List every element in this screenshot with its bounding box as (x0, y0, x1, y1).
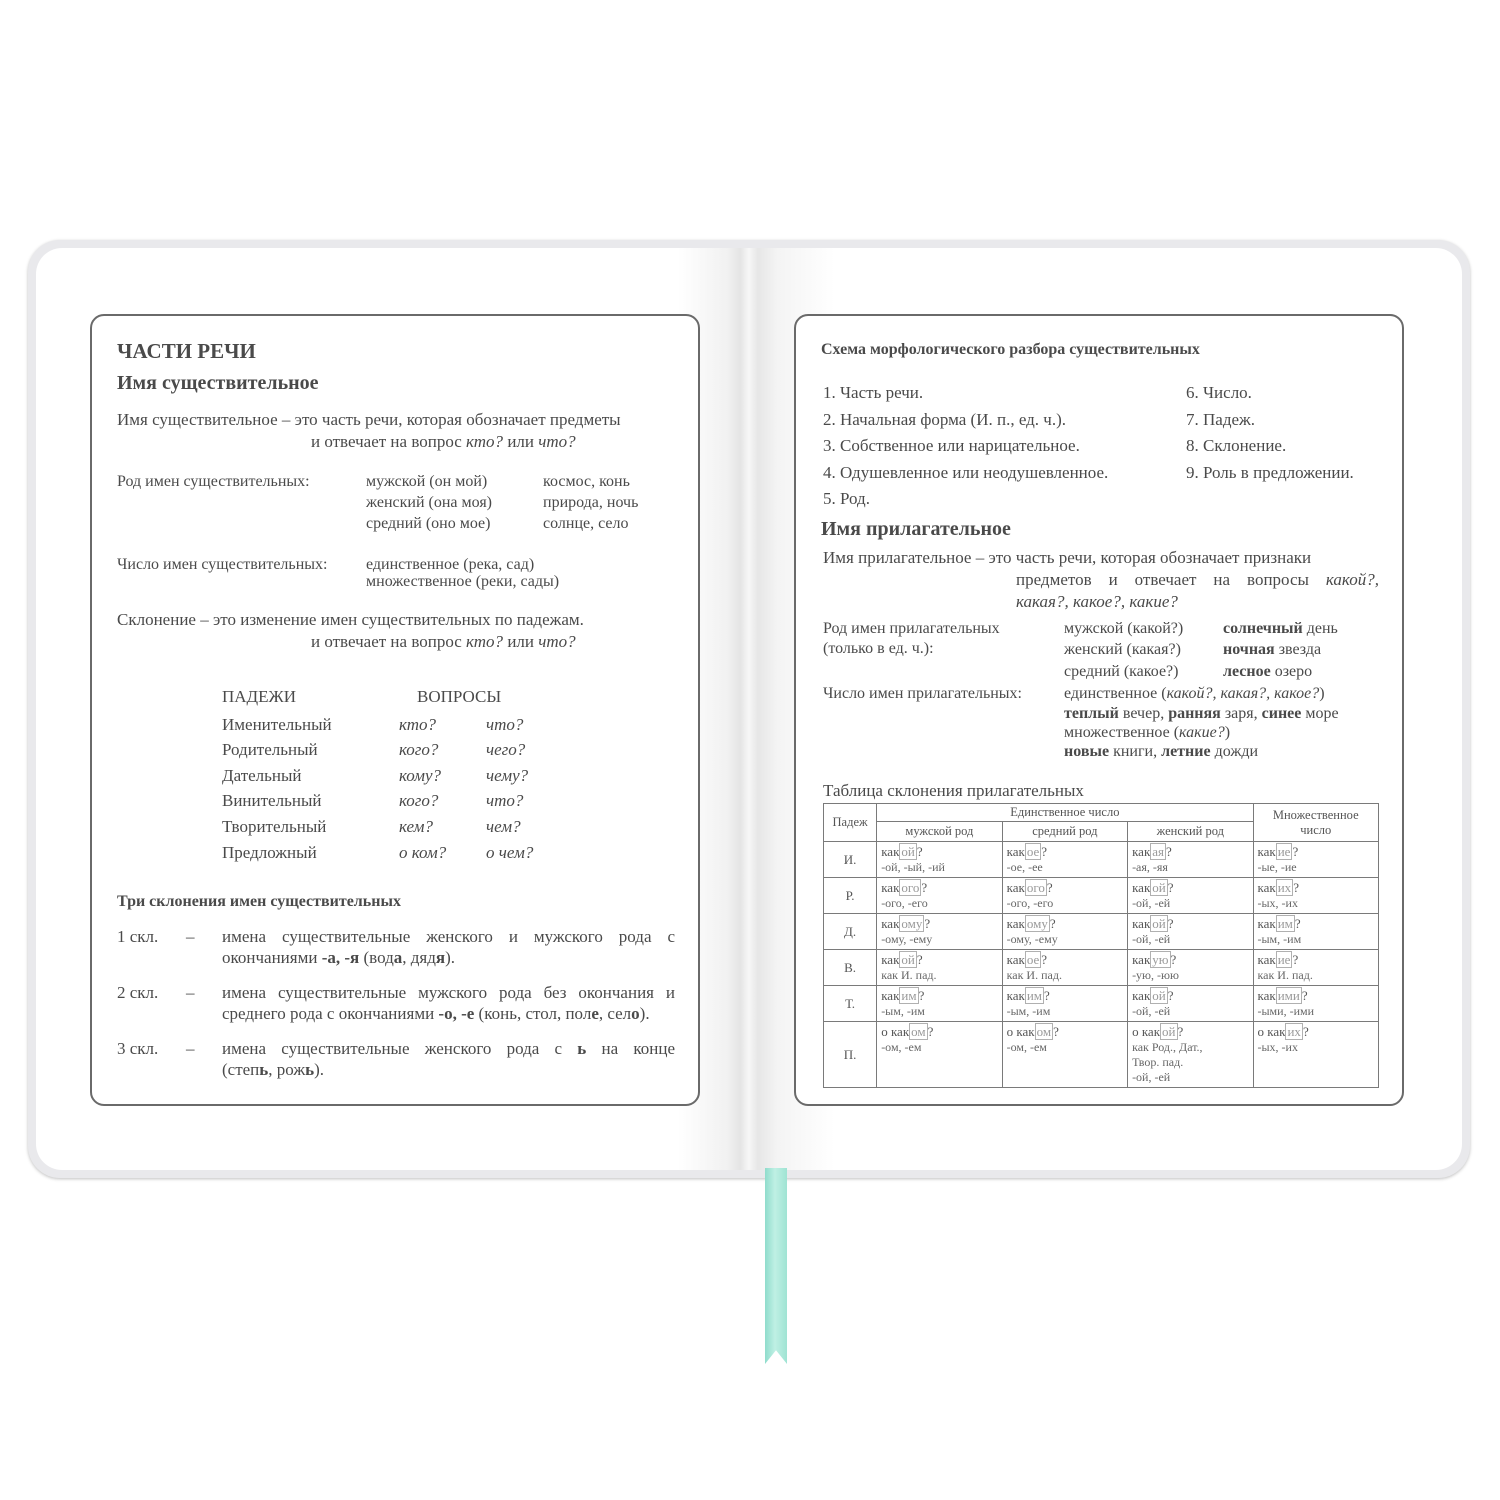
ending-variants: -ую, -юю (1132, 968, 1179, 982)
ending-highlight: ой (1152, 916, 1166, 931)
question-part: как (1016, 1024, 1035, 1039)
morph-scheme-title: Схема морфологического разбора существительных (821, 341, 1200, 358)
question-word (881, 952, 997, 968)
gender-example-f: природа, ночь (543, 494, 639, 511)
ending-variants: -ого, -его (881, 896, 928, 910)
question-part: как (1006, 952, 1025, 967)
ending-highlight: ой (901, 952, 915, 967)
ending-variants: -ой, -ей (1132, 896, 1171, 910)
case-question-inanimate: о чем? (486, 843, 534, 862)
table-cell-feminine (1128, 878, 1253, 914)
adj-gender-example-f: ночная звезда (1223, 641, 1322, 658)
number-singular: единственное (река, сад) (366, 556, 535, 573)
ending-highlight: ому (1026, 916, 1048, 931)
question-part: как (1006, 988, 1025, 1003)
case-question-inanimate: чем? (486, 817, 521, 836)
morph-step: 9. Роль в предложении. (1186, 463, 1354, 482)
ending-highlight: ая (1152, 844, 1165, 859)
question-part: как (1132, 988, 1151, 1003)
table-cell-plural (1253, 950, 1379, 986)
ending-highlight: ом (911, 1024, 926, 1039)
question-part: ? (1302, 1024, 1309, 1039)
declension-dash: – (186, 983, 195, 1002)
number-plural: множественное (реки, сады) (366, 573, 560, 590)
table-header-singular: Единственное число (877, 804, 1253, 822)
morph-step: 8. Склонение. (1186, 436, 1287, 455)
declension-definition-line2: и отвечает на вопрос кто? или что? (311, 632, 576, 651)
section-title-adjective: Имя прилагательное (821, 518, 1011, 540)
question-part: как (1006, 880, 1025, 895)
question-word (1007, 916, 1123, 932)
ending-highlight: ому (901, 916, 923, 931)
adj-definition-line3: какая?, какое?, какие? (1016, 592, 1178, 611)
question-word (1258, 880, 1375, 896)
adj-number-label: Число имен прилагательных: (823, 685, 1022, 702)
declension-table-title: Таблица склонения прилагательных (823, 781, 1084, 800)
question-word (1132, 916, 1248, 932)
table-cell-feminine (1128, 1022, 1253, 1088)
question-word (1007, 988, 1123, 1004)
section-title-noun: Имя существительное (117, 372, 319, 394)
question-part: как (1257, 988, 1276, 1003)
question-part: как (1006, 844, 1025, 859)
question-word (1132, 844, 1248, 860)
ending-variants: -ые, -ие (1257, 860, 1297, 874)
table-cell-masculine (877, 842, 1002, 878)
ending-variants: -ом, -ем (881, 1040, 922, 1054)
question-part: о (881, 1024, 891, 1039)
question-word (881, 1024, 997, 1040)
table-header-feminine: женский род (1128, 822, 1253, 842)
question-part: ? (916, 952, 923, 967)
adjective-declension-table (823, 803, 1379, 1088)
question-part: о (1257, 1024, 1268, 1039)
declension-text-line1: имена существительные мужского рода без окончания и (222, 983, 675, 1002)
adj-gender-example-m: солнечный день (1223, 620, 1338, 637)
ending-highlight: ое (1026, 844, 1040, 859)
question-part: как (1132, 844, 1151, 859)
table-cell-neuter (1002, 986, 1127, 1022)
ending-highlight: ого (901, 880, 920, 895)
adj-gender-form-n: средний (какое?) (1064, 663, 1179, 680)
question-word (1007, 880, 1123, 896)
notebook-spine (740, 248, 758, 1170)
ending-variants: -ой, -ей (1132, 1070, 1171, 1084)
question-part: ? (1292, 952, 1299, 967)
declension-dash: – (186, 927, 195, 946)
noun-definition-line1: Имя существительное – это часть речи, которая обозначает предметы (117, 410, 621, 429)
ending-highlight: ие (1277, 844, 1291, 859)
case-question-inanimate: чего? (486, 740, 526, 759)
question-word (1258, 916, 1375, 932)
table-cell-masculine (877, 914, 1002, 950)
table-cell-masculine (877, 986, 1002, 1022)
table-cell-neuter (1002, 914, 1127, 950)
morph-step: 1. Часть речи. (823, 383, 924, 402)
declension-number: 2 скл. (117, 983, 159, 1002)
table-header-plural: Множественное число (1253, 804, 1379, 842)
table-cell-neuter (1002, 878, 1127, 914)
table-cell-feminine (1128, 842, 1253, 878)
ending-variants: -ом, -ем (1006, 1040, 1047, 1054)
ending-highlight: ой (1152, 880, 1166, 895)
gender-form-m: мужской (он мой) (366, 473, 488, 490)
ending-highlight: ом (1036, 1024, 1052, 1039)
question-part: ? (1046, 880, 1053, 895)
gender-form-f: женский (она моя) (366, 494, 493, 511)
adj-definition-line2: предметов и отвечает на вопросы какой?, (1016, 570, 1379, 589)
ending-variants: как И. пад. (881, 968, 937, 982)
page-title: ЧАСТИ РЕЧИ (117, 339, 256, 363)
question-word (1258, 988, 1375, 1004)
ending-variants: -ым, -им (881, 1004, 925, 1018)
question-part: как (881, 988, 900, 1003)
ending-highlight: ими (1277, 988, 1300, 1003)
question-word (881, 988, 997, 1004)
question-part: как (1257, 844, 1276, 859)
table-row (824, 950, 1379, 986)
ending-variants: -ой, -ей (1132, 932, 1171, 946)
question-part: как (881, 916, 900, 931)
ending-highlight: ое (1026, 952, 1040, 967)
ending-variants: как И. пад. (1006, 968, 1062, 982)
ending-variants: -ым, -им (1006, 1004, 1051, 1018)
question-part: ? (1293, 880, 1299, 895)
question-part: ? (1301, 988, 1308, 1003)
table-cell-feminine (1128, 986, 1253, 1022)
ending-variants: -ая, -яя (1132, 860, 1168, 874)
cases-header: ПАДЕЖИ (222, 687, 297, 706)
question-part: как (1267, 1024, 1286, 1039)
question-part: ? (916, 844, 923, 859)
question-word (1007, 1024, 1123, 1040)
ending-highlight: ие (1277, 952, 1291, 967)
question-word (881, 916, 997, 932)
declension-text-line1: имена существительные женского и мужского рода с (222, 927, 675, 946)
gender-example-m: космос, конь (543, 473, 630, 490)
adj-number-singular-examples: теплый вечер, ранняя заря, синее море (1064, 705, 1339, 722)
case-question-animate: кто? (399, 715, 437, 734)
bookmark-ribbon[interactable] (765, 1168, 787, 1364)
table-cell-case: Д. (824, 914, 877, 950)
number-label: Число имен существительных: (117, 556, 328, 573)
question-word (1258, 844, 1375, 860)
question-part: ? (1167, 988, 1174, 1003)
question-part: ? (1167, 880, 1174, 895)
table-cell-neuter (1002, 1022, 1127, 1088)
case-question-animate: кого? (399, 791, 439, 810)
ending-highlight: их (1277, 880, 1292, 895)
noun-definition-line2: и отвечает на вопрос кто? или что? (311, 432, 576, 451)
question-part: как (881, 844, 900, 859)
question-part: как (881, 952, 900, 967)
question-part: ? (918, 988, 925, 1003)
question-part: ? (1044, 988, 1050, 1003)
ending-variants: -ого, -его (1006, 896, 1054, 910)
question-word (881, 844, 997, 860)
ending-variants: -ое, -ее (1006, 860, 1043, 874)
table-cell-masculine (877, 878, 1002, 914)
morph-step: 2. Начальная форма (И. п., ед. ч.). (823, 410, 1066, 429)
question-part: ? (1167, 916, 1174, 931)
question-part: ? (1292, 844, 1299, 859)
question-part: как (1006, 916, 1025, 931)
ending-variants: Твор. пад. (1132, 1055, 1184, 1069)
table-row (824, 1022, 1379, 1088)
ending-variants: -ыми, -ими (1257, 1004, 1315, 1018)
morph-step: 7. Падеж. (1186, 410, 1256, 429)
table-header-case: Падеж (824, 804, 877, 842)
adj-gender-label: Род имен прилагательных (823, 620, 1000, 637)
question-part: ? (921, 880, 928, 895)
question-word (1132, 880, 1248, 896)
three-declensions-title: Три склонения имен существительных (117, 893, 401, 910)
gender-example-n: солнце, село (543, 515, 629, 532)
ending-variants: как И. пад. (1257, 968, 1313, 982)
ending-variants: -ым, -им (1257, 932, 1302, 946)
table-header-masculine: мужской род (877, 822, 1002, 842)
case-question-animate: о ком? (399, 843, 447, 862)
question-word (1007, 844, 1123, 860)
question-part: о (1006, 1024, 1017, 1039)
table-cell-feminine (1128, 950, 1253, 986)
adj-gender-form-f: женский (какая?) (1064, 641, 1181, 658)
adj-gender-example-n: лесное озеро (1223, 663, 1313, 680)
ending-variants: -ых, -их (1257, 1040, 1298, 1054)
ending-highlight: им (1277, 916, 1293, 931)
case-question-animate: кого? (399, 740, 439, 759)
morph-step: 5. Род. (823, 489, 870, 508)
case-question-inanimate: чему? (486, 766, 529, 785)
question-part: как (881, 880, 900, 895)
declension-text-line2: окончаниями -а, -я (вода, дядя). (222, 948, 455, 967)
case-question-animate: кому? (399, 766, 442, 785)
question-part: ? (1041, 952, 1048, 967)
ending-variants: -ому, -ему (1006, 932, 1058, 946)
ending-variants: -ой, -ей (1132, 1004, 1171, 1018)
question-part: ? (1049, 916, 1056, 931)
question-word (881, 880, 997, 896)
question-part: ? (1041, 844, 1048, 859)
table-cell-masculine (877, 1022, 1002, 1088)
question-part: как (1257, 916, 1276, 931)
adj-number-singular: единственное (какой?, какая?, какое?) (1064, 685, 1325, 702)
ending-highlight: ую (1152, 952, 1169, 967)
question-part: как (1141, 1024, 1161, 1039)
declension-text-line2: (степь, рожь). (222, 1060, 325, 1079)
table-cell-plural (1253, 986, 1379, 1022)
morph-step: 6. Число. (1186, 383, 1252, 402)
declension-dash: – (186, 1039, 195, 1058)
table-cell-case: Т. (824, 986, 877, 1022)
case-name: Родительный (222, 740, 318, 759)
table-cell-plural (1253, 1022, 1379, 1088)
question-part: как (1257, 880, 1276, 895)
ending-variants: -ой, -ый, -ий (881, 860, 945, 874)
adj-gender-label-note: (только в ед. ч.): (823, 640, 934, 657)
ending-variants: -ому, -ему (881, 932, 933, 946)
table-cell-case: И. (824, 842, 877, 878)
ending-highlight: их (1287, 1024, 1301, 1039)
question-word (1132, 988, 1248, 1004)
question-part: ? (924, 916, 931, 931)
ending-highlight: им (1026, 988, 1043, 1003)
question-word (1132, 952, 1248, 968)
declension-text-line2: среднего рода с окончаниями -о, -е (конь, стол, поле, село). (222, 1004, 650, 1023)
ending-highlight: ой (901, 844, 915, 859)
adj-definition-line1: Имя прилагательное – это часть речи, которая обозначает признаки (823, 548, 1312, 567)
question-part: как (1132, 916, 1151, 931)
case-name: Дательный (222, 766, 302, 785)
question-part: как (1257, 952, 1276, 967)
table-cell-feminine (1128, 914, 1253, 950)
table-cell-plural (1253, 842, 1379, 878)
question-part: как (890, 1024, 910, 1039)
question-part: ? (1177, 1024, 1184, 1039)
adj-number-plural-examples: новые книги, летние дожди (1064, 743, 1259, 760)
case-name: Именительный (222, 715, 332, 734)
table-cell-plural (1253, 914, 1379, 950)
table-header-neuter: средний род (1002, 822, 1127, 842)
case-question-animate: кем? (399, 817, 433, 836)
table-cell-neuter (1002, 950, 1127, 986)
question-part: ? (1170, 952, 1177, 967)
question-part: ? (1166, 844, 1172, 859)
question-part: ? (1294, 916, 1301, 931)
question-part: ? (1053, 1024, 1059, 1039)
declension-number: 3 скл. (117, 1039, 159, 1058)
question-word (1007, 952, 1123, 968)
table-row (824, 986, 1379, 1022)
table-cell-neuter (1002, 842, 1127, 878)
adj-gender-form-m: мужской (какой?) (1064, 620, 1184, 637)
ending-highlight: ой (1162, 1024, 1176, 1039)
gender-label: Род имен существительных: (117, 473, 310, 490)
question-word (1258, 952, 1375, 968)
morph-step: 3. Собственное или нарицательное. (823, 436, 1080, 455)
table-row (824, 878, 1379, 914)
question-part: как (1132, 880, 1151, 895)
case-name: Творительный (222, 817, 327, 836)
question-part: как (1132, 952, 1151, 967)
ending-highlight: ого (1026, 880, 1045, 895)
ending-highlight: им (901, 988, 917, 1003)
question-part: ? (927, 1024, 934, 1039)
ending-variants: -ых, -их (1257, 896, 1298, 910)
declension-text-line1: имена существительные женского рода с ь на конце (222, 1039, 675, 1058)
table-cell-plural (1253, 878, 1379, 914)
case-question-inanimate: что? (486, 791, 524, 810)
adj-number-plural: множественное (какие?) (1064, 724, 1231, 741)
table-cell-case: Р. (824, 878, 877, 914)
table-cell-case: В. (824, 950, 877, 986)
case-name: Винительный (222, 791, 322, 810)
ending-highlight: ой (1152, 988, 1166, 1003)
ending-variants: как Род., Дат., (1132, 1040, 1203, 1054)
table-cell-masculine (877, 950, 1002, 986)
case-question-inanimate: что? (486, 715, 524, 734)
question-part: о (1132, 1024, 1142, 1039)
table-row (824, 914, 1379, 950)
question-word (1132, 1024, 1248, 1040)
questions-header: ВОПРОСЫ (417, 687, 502, 706)
case-name: Предложный (222, 843, 317, 862)
table-cell-case: П. (824, 1022, 877, 1088)
declension-definition-line1: Склонение – это изменение имен существительных по падежам. (117, 610, 584, 629)
declension-number: 1 скл. (117, 927, 159, 946)
gender-form-n: средний (оно мое) (366, 515, 491, 532)
morph-step: 4. Одушевленное или неодушевленное. (823, 463, 1109, 482)
question-word (1258, 1024, 1375, 1040)
table-row (824, 842, 1379, 878)
